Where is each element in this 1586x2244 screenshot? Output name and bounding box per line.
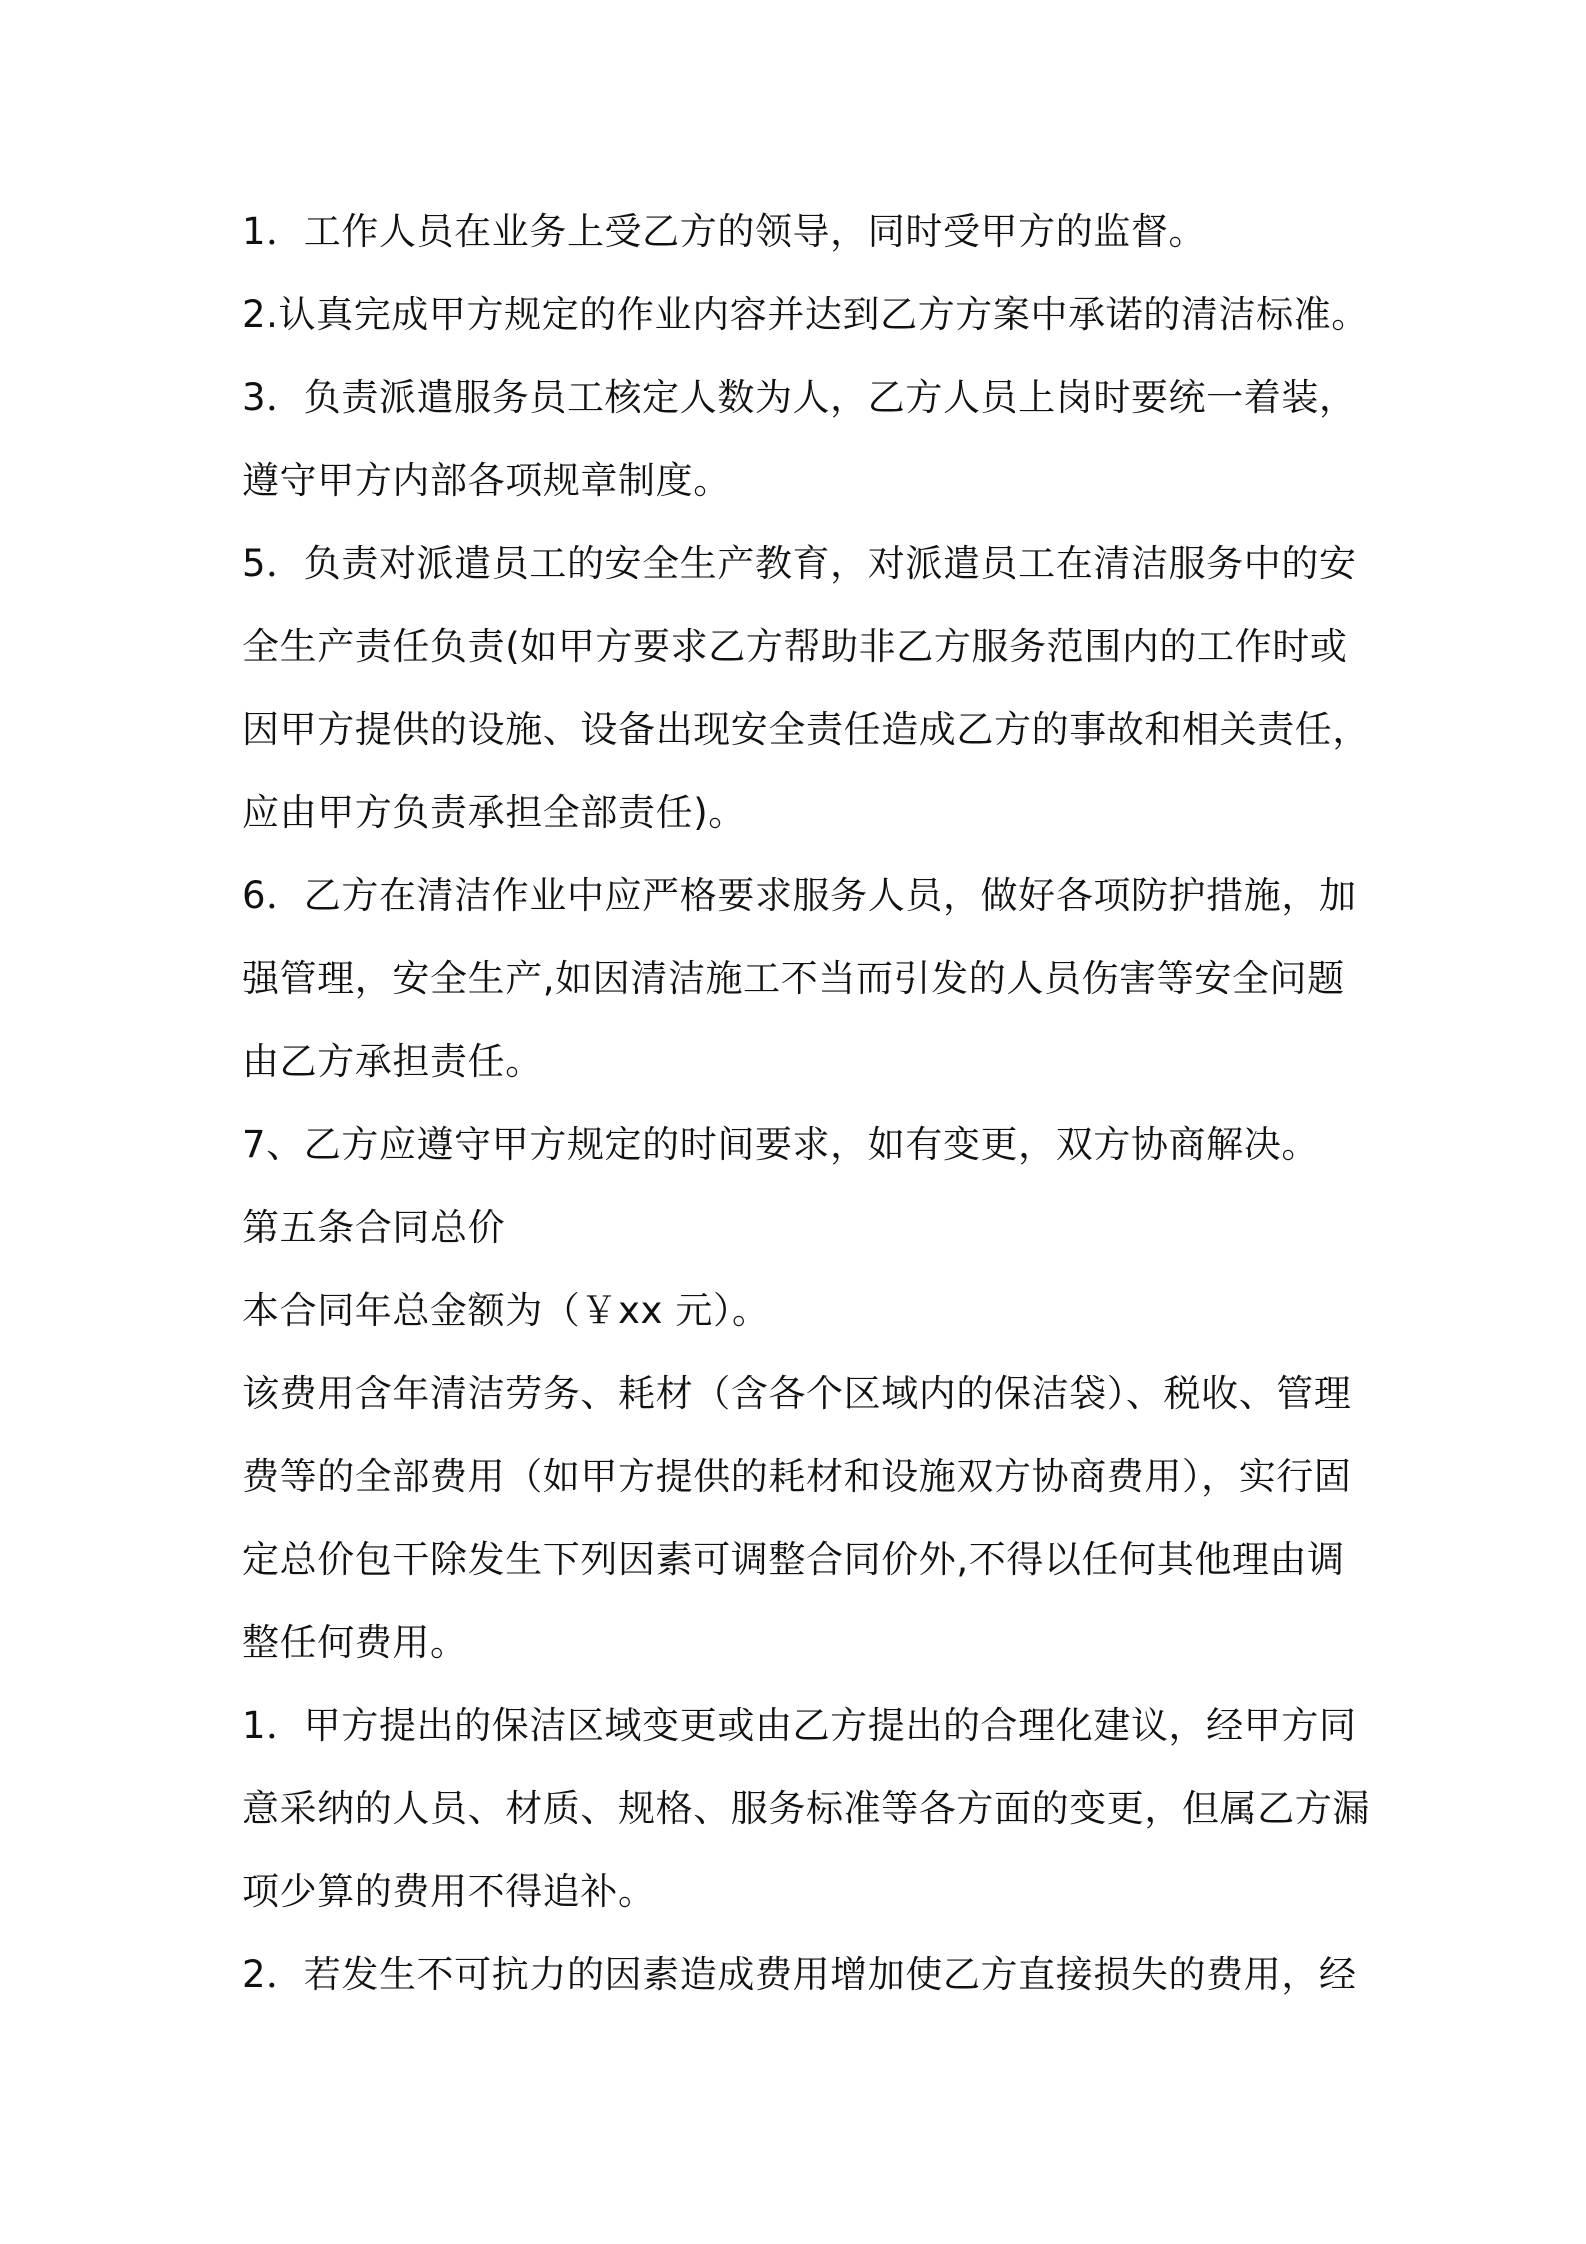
text-line: 由乙方承担责任。 — [242, 1040, 543, 1083]
text-line: 整任何费用。 — [242, 1621, 468, 1664]
text-line: 意采纳的人员、材质、规格、服务标准等各方面的变更，但属乙方漏 — [242, 1787, 1370, 1830]
section-heading: 第五条合同总价 — [242, 1206, 506, 1249]
text-line: 6．乙方在清洁作业中应严格要求服务人员，做好各项防护措施，加 — [242, 874, 1357, 917]
text-line: 3．负责派遣服务员工核定人数为人，乙方人员上岗时要统一着装， — [242, 376, 1357, 419]
text-line: 1．甲方提出的保洁区域变更或由乙方提出的合理化建议，经甲方同 — [242, 1704, 1357, 1747]
text-line: 全生产责任负责(如甲方要求乙方帮助非乙方服务范围内的工作时或 — [242, 625, 1348, 668]
text-line: 因甲方提供的设施、设备出现安全责任造成乙方的事故和相关责任， — [242, 708, 1370, 751]
text-line: 2.认真完成甲方规定的作业内容并达到乙方方案中承诺的清洁标准。 — [242, 293, 1369, 336]
text-line: 本合同年总金额为（￥xx 元）。 — [242, 1289, 770, 1332]
text-line: 强管理，安全生产,如因清洁施工不当而引发的人员伤害等安全问题 — [242, 957, 1345, 1000]
text-line: 5．负责对派遣员工的安全生产教育，对派遣员工在清洁服务中的安 — [242, 542, 1357, 585]
text-line: 2．若发生不可抗力的因素造成费用增加使乙方直接损失的费用，经 — [242, 1953, 1357, 1996]
text-line: 遵守甲方内部各项规章制度。 — [242, 459, 731, 502]
text-line: 7、乙方应遵守甲方规定的时间要求，如有变更，双方协商解决。 — [242, 1123, 1319, 1166]
text-line: 费等的全部费用（如甲方提供的耗材和设施双方协商费用），实行固 — [242, 1455, 1352, 1498]
text-line: 定总价包干除发生下列因素可调整合同价外,不得以任何其他理由调 — [242, 1538, 1345, 1581]
text-line: 该费用含年清洁劳务、耗材（含各个区域内的保洁袋）、税收、管理 — [242, 1372, 1352, 1415]
text-line: 1．工作人员在业务上受乙方的领导，同时受甲方的监督。 — [242, 210, 1207, 253]
text-line: 应由甲方负责承担全部责任)。 — [242, 791, 746, 834]
text-line: 项少算的费用不得追补。 — [242, 1870, 656, 1913]
document-body — [242, 190, 1372, 2016]
